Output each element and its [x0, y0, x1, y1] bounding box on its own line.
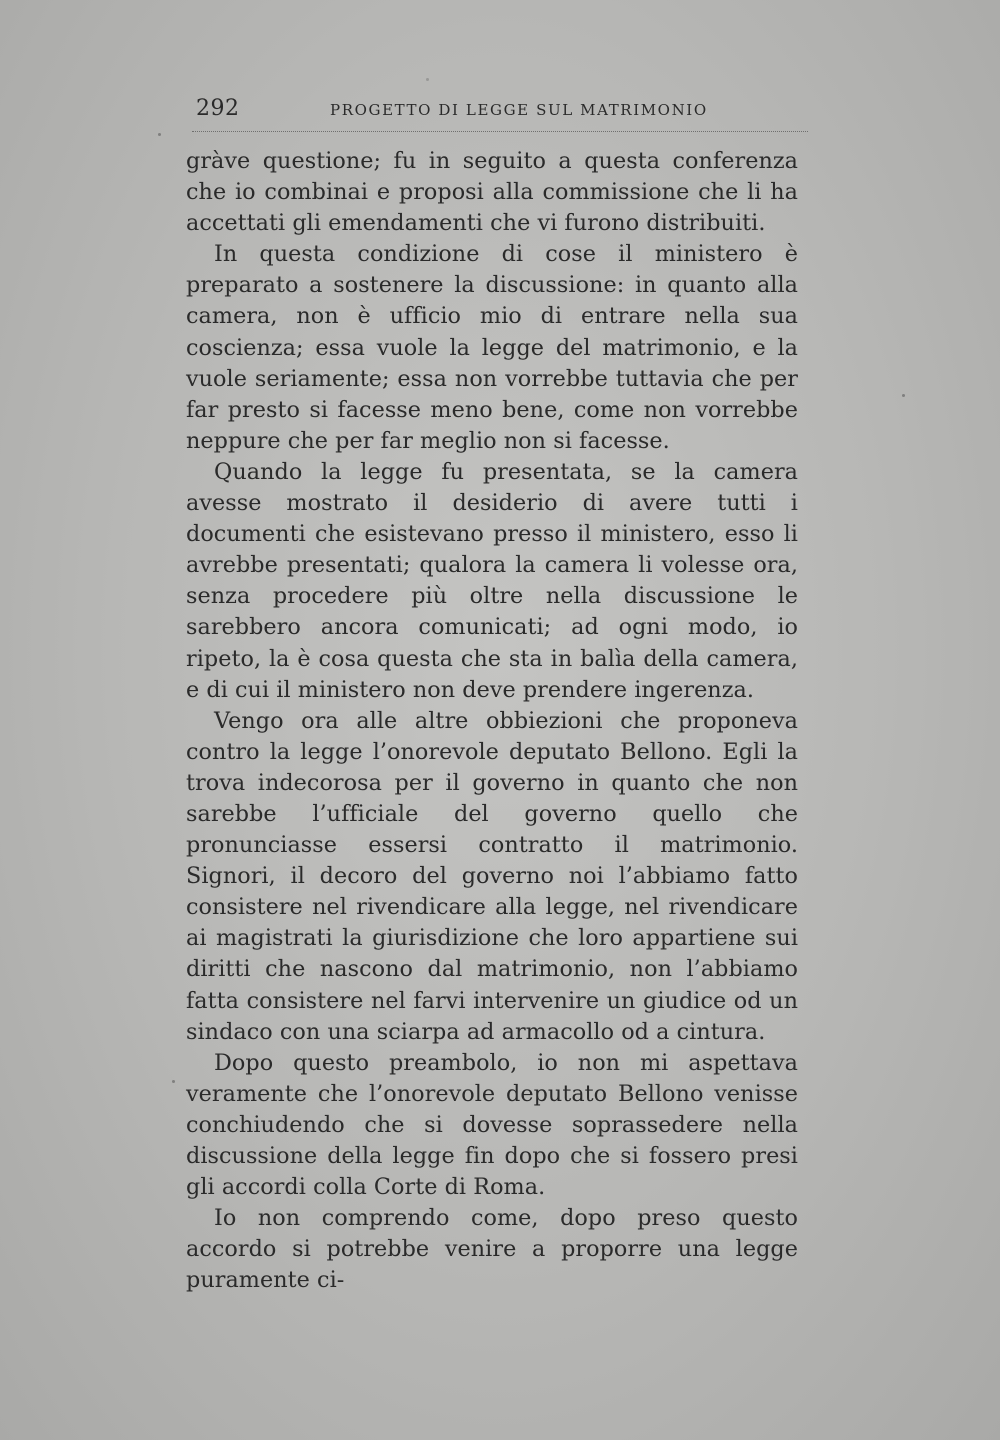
running-head: PROGETTO DI LEGGE SUL MATRIMONIO: [330, 101, 708, 119]
paragraph: Io non comprendo come, dopo preso questo accordo si potrebbe venire a proporre una legge puramente ci-: [186, 1205, 798, 1294]
paper-speck: [172, 1080, 175, 1083]
paragraph: Dopo questo preambolo, io non mi aspettava veramente che l’onorevole deputato Bellono venisse conchiudendo che si dovesse soprassedere nella discussione della legge fin dopo che si fossero presi gli accordi colla Corte di Roma.: [186, 1049, 798, 1201]
paragraph: gràve questione; fu in seguito a questa conferenza che io combinai e proposi alla commissione che li ha accettati gli emendamenti che vi furono distribuiti.: [186, 148, 798, 237]
paragraph: Quando la legge fu presentata, se la camera avesse mostrato il desiderio di avere tutti i documenti che esistevano presso il ministero, esso li avrebbe presentati; qualora la camera li volesse ora, senza procedere più oltre nella discussione le sarebbero ancora comunicati; ad ogni modo, io ripeto, la è cosa questa che sta in balìa della camera, e di cui il ministero non deve prendere ingerenza.: [186, 458, 798, 703]
paragraph: In questa condizione di cose il ministero è preparato a sostenere la discussione: in quanto alla camera, non è ufficio mio di entrare nella sua coscienza; essa vuole la legge del matrimonio, e la vuole seriamente; essa non vorrebbe tuttavia che per far presto si facesse meno bene, come non vorrebbe neppure che per far meglio non si facesse.: [186, 241, 798, 454]
paper-speck: [426, 78, 429, 81]
paper-speck: [158, 133, 161, 136]
page-number: 292: [196, 96, 240, 121]
paragraph: Vengo ora alle altre obbiezioni che proponeva contro la legge l’onorevole deputato Bellono. Egli la trova indecorosa per il governo in quanto che non sarebbe l’ufficiale del governo quello che pronunciasse essersi contratto il matrimonio. Signori, il decoro del governo noi l’abbiamo fatto consistere nel rivendicare alla legge, nel rivendicare ai magistrati la giurisdizione che loro appartiene sui diritti che nascono dal matrimonio, non l’abbiamo fatta consistere nel farvi intervenire un giudice od un sindaco con una sciarpa ad armacollo od a cintura.: [186, 707, 798, 1045]
body-text: [186, 146, 798, 1296]
page-header: [196, 96, 808, 130]
header-rule: [192, 131, 808, 132]
paper-speck: [902, 394, 905, 397]
